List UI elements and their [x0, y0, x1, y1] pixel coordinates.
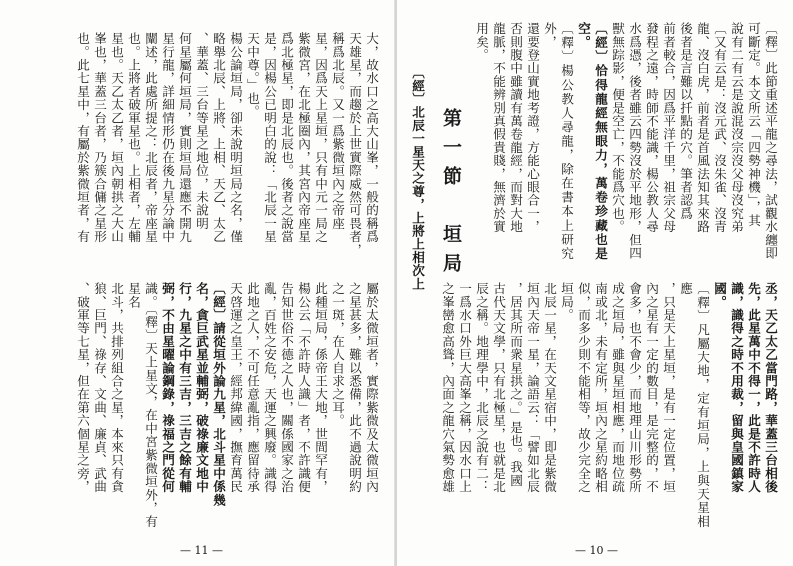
text-column: 此地之人，不可任意亂指，應留待承 — [245, 282, 260, 494]
text-column: 也。上將者破軍星也。上相者，左輔 — [126, 32, 141, 244]
left-top-text — [74, 32, 380, 260]
text-column: 何星屬何垣局，實則垣局還應不開九 — [177, 32, 192, 244]
text-column: 北斗，共排列組合之星，本來只有貪 — [109, 282, 124, 494]
text-column: 識。〔釋〕天上星文，在中宮紫微垣外，有星名 — [126, 282, 158, 528]
text-column: 是，因楊公已明白的說：「北辰一星 — [262, 32, 277, 244]
text-column: 龍脈，不能辨別真假貴賤，無濟於實 — [491, 22, 506, 234]
text-column: 前者較合，因爲平洋千里，祖宗父母 — [661, 22, 676, 234]
text-column: 發程之遠，時師不能識，楊公教人尋 — [644, 22, 659, 234]
text-column: 北辰一星，在天文星宿中，即是紫微 — [542, 282, 557, 494]
text-column: 天啓運之皇王，經邦緯國，撫育萬民 — [228, 282, 243, 494]
section-title: 第一節 垣局 — [440, 108, 462, 282]
text-column: 大，故水口之高大山峯，一般的稱爲 — [364, 32, 379, 244]
heading-jing: 先，此星萬中不得一，此是不許時人 — [746, 282, 761, 494]
text-column: 略舉北辰、上將、上相、天乙、太乙 — [211, 32, 226, 244]
text-column: 會多，也不會少，而地理山川形勢所 — [627, 282, 642, 494]
text-column: ，居其所而衆星拱之。」是也。我國 — [508, 282, 523, 487]
text-column: 〔釋〕楊公教人尋龍，除在書本上研究外， — [542, 22, 574, 260]
left-bottom-text — [74, 282, 380, 528]
text-column: 此種垣局，係帝王大地，世間罕有， — [313, 282, 328, 494]
text-column: 〔釋〕凡屬大地，定有垣局，上與天星相應 — [678, 282, 710, 528]
text-column: 成之垣局，雖與星垣相應，而地位疏 — [610, 282, 625, 494]
text-column: 〔釋〕此節重述平龍之尋法，試觀水纏即 — [763, 22, 778, 260]
text-column: 稱爲北辰。又一爲紫微垣內之帝座 — [330, 32, 345, 230]
text-column: 一爲水口外巨大高峯之稱，因水口上 — [457, 282, 472, 494]
text-column: 〔又有云是：沒元武、沒朱雀、沒青 — [712, 22, 727, 234]
text-column: 告知世俗不德之人也，關係國家之治 — [279, 282, 294, 494]
text-column: 峯也，華蓋三台者，乃簇合傭之星形 — [92, 32, 107, 244]
right-page — [397, 0, 793, 566]
text-column: 還要登山實地考證，方能心眼合一， — [525, 22, 540, 234]
text-column: 古代天文學，只有北極星，也就是北 — [491, 282, 506, 494]
text-column: 辰之稱。地理學中，北辰之說有二： — [474, 282, 489, 494]
text-column: 後者是言難以扦點的穴。筆者認爲 — [678, 22, 693, 220]
text-column: 說有二有云是說混沒宗沒父母沒究弟 — [729, 22, 744, 234]
text-column: 南或北，未有定所，垣內之星約略相 — [593, 282, 608, 494]
text-column: 星也。天乙太乙者，垣內朝拱之大山 — [109, 32, 124, 244]
text-column: 星，因爲天上星垣，只有中元一局之 — [313, 32, 328, 244]
text-column: 內之星有一定的數目，是完整的，不 — [644, 282, 659, 494]
text-column: 之峯巒愈高聳，內面之龍穴氣勢愈雄 — [440, 282, 455, 494]
text-column: 之一斑，在人自求之耳。 — [330, 282, 345, 428]
text-column: 弼，不由星曜論鋼錄，祿福之門從何 — [160, 282, 175, 494]
text-column: ，只是天上星垣，是有一定位置，垣 — [661, 282, 676, 494]
text-column: 天中尊。」也。 — [245, 32, 260, 119]
text-column: 名，貪巨武星並輔弼，破祿廉文地中 — [194, 282, 209, 494]
text-column: 之星甚多，難以悉備，此不過說明約 — [347, 282, 362, 494]
heading-jing: 〔經〕恰得龍經無眼力，萬卷珍藏也是空。 — [576, 22, 608, 260]
text-column: 、破軍等七星，但在第六個星之旁， — [75, 282, 90, 494]
heading-jing: 國。 — [712, 282, 727, 309]
right-bottom-text — [439, 282, 779, 528]
text-column: 行，九星之中有三吉，三吉之餘有輔 — [177, 282, 192, 494]
text-column: 星行龍，詳細情形仍在後九星分論中 — [160, 32, 175, 244]
text-column: 垣內天帝一星，論語云：「譬如北辰 — [525, 282, 540, 494]
left-page — [0, 0, 396, 566]
text-column: 獸無踪影，便是空亡，不能爲穴也。 — [610, 22, 625, 234]
right-top-text — [473, 22, 779, 260]
text-column: 似，而多少則不能相等，故少完全之 — [576, 282, 591, 494]
text-column: 〔經〕請從垣外論九星，北斗星中係幾 — [211, 282, 226, 507]
text-column: 否則腹中雖讀有萬卷龍經，而對大地 — [508, 22, 523, 234]
text-column: 爲北極星，即是北辰也。後者之說當 — [279, 32, 294, 244]
page-number: — 11 — — [180, 544, 223, 557]
text-column: 水爲憑，後者雖云四勢沒於平地形，但四 — [627, 22, 642, 260]
text-column: 用矣。 — [474, 22, 489, 62]
text-column: 亂，百姓之安危，天運之興廢。識得 — [262, 282, 277, 494]
text-column: 垣局。 — [559, 282, 574, 322]
text-column: 狼、巨門、祿存、文曲、廉貞、武曲 — [92, 282, 107, 494]
text-column: 天雄星，而趨於上世實際威然可畏者， — [347, 32, 362, 257]
heading-jing: 丞，天乙太乙當門路，華蓋三台相後 — [763, 282, 778, 494]
right-heading-2 — [409, 66, 426, 526]
text-column: 龍、沒白虎，前者是首風法知其來路 — [695, 22, 710, 234]
text-column: 闡述，此處所提之：北辰者，帝座星 — [143, 32, 158, 244]
text-column: 楊公云「不許時人識」者，不許識便 — [296, 282, 311, 494]
text-column: 可斷定。本文所云「四勢神機」，其 — [746, 22, 761, 227]
page-number: — 10 — — [575, 544, 618, 557]
heading-jing: 識，識得之時不用裁，留與皇國鎮家 — [729, 282, 744, 494]
text-column: 紫微宮，在北極圈內，其宮內帝座星 — [296, 32, 311, 244]
heading-jing: 〔經〕北辰一星天之尊，上將上相次上 — [410, 66, 425, 291]
text-column: 也。此七星中，有屬於紫微垣者，有 — [75, 32, 90, 244]
text-column: 楊公論垣局，卻未說明垣局之名，僅 — [228, 32, 243, 244]
text-column: 、華蓋、三台等星之地位，未說明 — [194, 32, 209, 230]
text-column: 屬於太微垣者，實際紫微及太微垣內 — [364, 282, 379, 494]
